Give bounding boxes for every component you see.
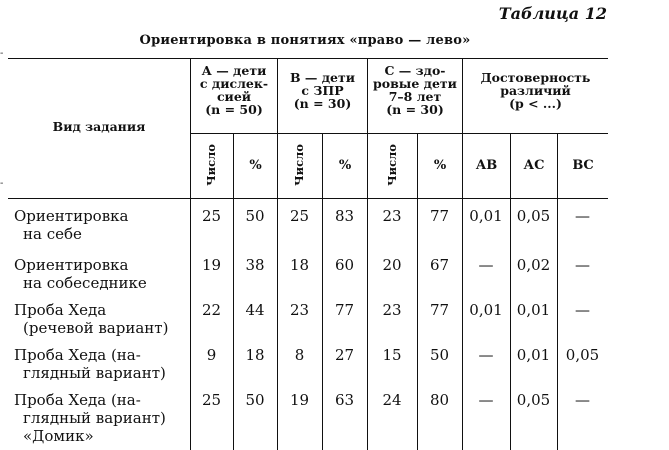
cell-c-n: 15 xyxy=(382,346,402,364)
table-number: Таблица 12 xyxy=(498,4,607,23)
header-count-c: Число xyxy=(385,144,399,186)
row-label-line: (речевой вариант) xyxy=(23,319,169,337)
cell-ac: 0,01 xyxy=(516,301,551,319)
col-divider xyxy=(233,198,234,450)
table-title: Ориентировка в понятиях «право — лево» xyxy=(139,33,471,48)
cell-bc: — xyxy=(575,256,590,274)
header-bc: ВС xyxy=(572,158,594,173)
cell-a-n: 22 xyxy=(201,301,222,319)
margin-mark: - xyxy=(0,48,4,59)
cell-ab: 0,01 xyxy=(469,301,503,319)
header-percent-c: % xyxy=(433,158,447,173)
cell-b-p: 27 xyxy=(334,346,355,364)
cell-c-p: 77 xyxy=(429,207,450,225)
row-label-line: «Домик» xyxy=(23,427,94,445)
cell-a-p: 50 xyxy=(245,391,265,409)
row-label-line: Проба Хеда xyxy=(14,301,107,319)
cell-a-p: 18 xyxy=(245,346,265,364)
col-divider xyxy=(557,198,558,450)
col-divider xyxy=(462,198,463,450)
col-divider xyxy=(367,198,368,450)
cell-a-n: 19 xyxy=(201,256,222,274)
cell-b-n: 8 xyxy=(294,346,305,364)
table-top-rule xyxy=(8,58,608,59)
cell-ab: 0,01 xyxy=(469,207,503,225)
header-count-b: Число xyxy=(292,144,306,186)
col-divider xyxy=(277,198,278,450)
header-percent-a: % xyxy=(249,158,262,173)
header-ab: АВ xyxy=(475,158,498,173)
row-label xyxy=(14,256,147,292)
row-label-line: глядный вариант) xyxy=(23,364,166,382)
cell-bc: — xyxy=(575,391,590,409)
cell-ac: 0,05 xyxy=(516,391,551,409)
cell-a-p: 50 xyxy=(245,207,265,225)
header-percent-b: % xyxy=(338,158,352,173)
col-divider xyxy=(417,198,418,450)
header-task: Вид задания xyxy=(52,119,146,134)
row-label-line: на себе xyxy=(23,225,82,243)
header-reliability: Достоверность различий (p < ...) xyxy=(480,70,591,111)
cell-b-p: 83 xyxy=(334,207,355,225)
row-label-line: Проба Хеда (на- xyxy=(14,346,141,364)
row-label-line: Ориентировка xyxy=(14,256,129,274)
header-group-a: А — дети с дислек- сией (n = 50) xyxy=(199,63,269,117)
cell-bc: — xyxy=(575,301,590,319)
row-label-line: Ориентировка xyxy=(14,207,129,225)
cell-a-n: 25 xyxy=(201,391,222,409)
cell-ab: — xyxy=(478,391,494,409)
col-divider xyxy=(510,198,511,450)
margin-mark: - xyxy=(0,178,4,189)
cell-a-n: 9 xyxy=(206,346,217,364)
cell-c-n: 24 xyxy=(382,391,402,409)
cell-c-p: 50 xyxy=(429,346,450,364)
header-ac: АС xyxy=(523,158,545,173)
cell-a-p: 44 xyxy=(245,301,265,319)
cell-c-n: 23 xyxy=(382,207,402,225)
header-bottom-rule xyxy=(8,198,608,199)
header-count-a: Число xyxy=(204,144,218,186)
cell-b-n: 25 xyxy=(289,207,310,225)
cell-c-p: 67 xyxy=(429,256,450,274)
header-group-c: С — здо- ровые дети 7–8 лет (n = 30) xyxy=(373,63,457,117)
cell-ac: 0,05 xyxy=(516,207,551,225)
cell-c-n: 23 xyxy=(382,301,402,319)
cell-b-n: 18 xyxy=(289,256,310,274)
row-label xyxy=(14,346,166,382)
cell-b-n: 23 xyxy=(289,301,310,319)
cell-b-p: 63 xyxy=(334,391,355,409)
row-label xyxy=(14,391,166,445)
cell-c-n: 20 xyxy=(382,256,402,274)
row-label-line: на собеседнике xyxy=(23,274,147,292)
cell-ac: 0,02 xyxy=(516,256,551,274)
row-label xyxy=(14,207,128,243)
row-label-line: глядный вариант) xyxy=(23,409,166,427)
row-label-line: Проба Хеда (на- xyxy=(14,391,141,409)
cell-ab: — xyxy=(478,346,494,364)
col-divider xyxy=(190,198,191,450)
cell-ac: 0,01 xyxy=(516,346,551,364)
cell-a-p: 38 xyxy=(245,256,265,274)
cell-b-n: 19 xyxy=(289,391,310,409)
cell-a-n: 25 xyxy=(201,207,222,225)
subheader-rule xyxy=(190,133,608,134)
cell-b-p: 77 xyxy=(334,301,355,319)
cell-bc: 0,05 xyxy=(565,346,600,364)
cell-b-p: 60 xyxy=(334,256,355,274)
col-divider xyxy=(322,198,323,450)
cell-c-p: 77 xyxy=(429,301,450,319)
header-group-b: В — дети с ЗПР (n = 30) xyxy=(289,70,356,111)
cell-ab: — xyxy=(478,256,494,274)
cell-bc: — xyxy=(575,207,590,225)
row-label xyxy=(14,301,168,337)
cell-c-p: 80 xyxy=(429,391,450,409)
